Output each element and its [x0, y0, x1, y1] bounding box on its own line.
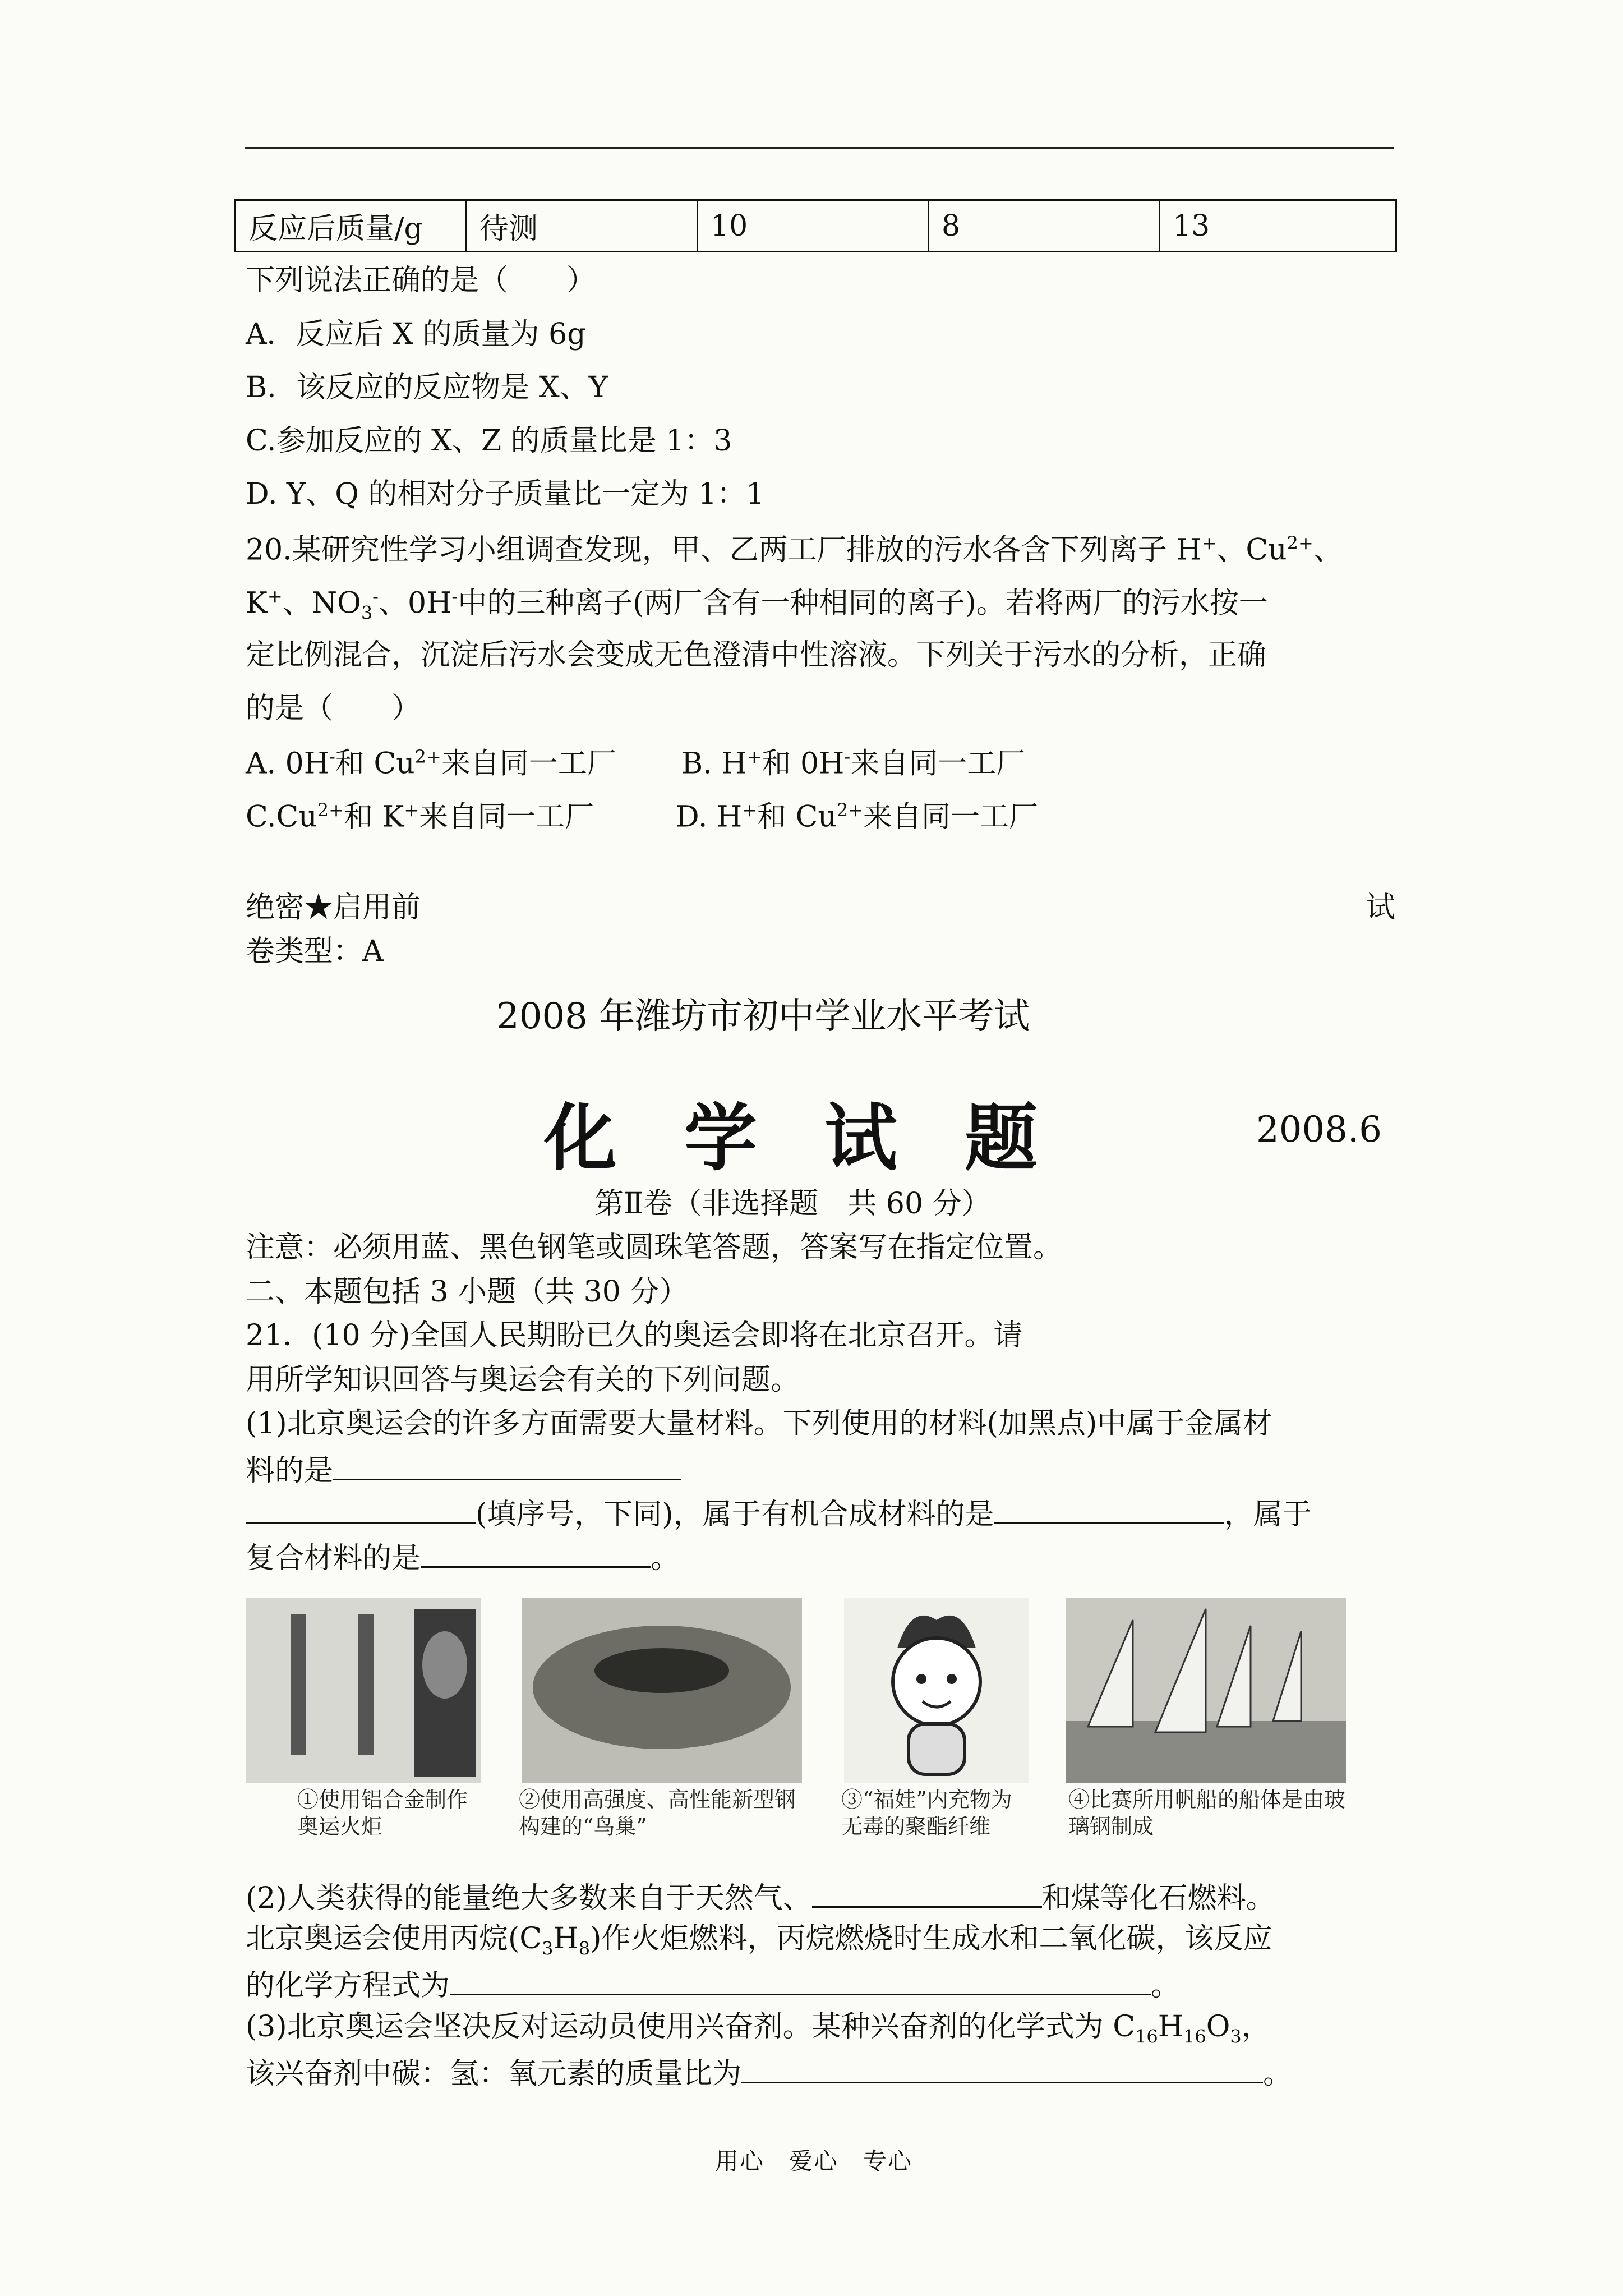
q21-line-1: 21．(10 分)全国人民期盼已久的奥运会即将在北京召开。请	[246, 1319, 1023, 1352]
q21-part2-line-3: 的化学方程式为 。	[246, 1969, 1181, 2003]
caption-4: ④比赛所用帆船的船体是由玻璃钢制成	[1068, 1787, 1346, 1839]
q21-line-2: 用所学知识回答与奥运会有关的下列问题。	[246, 1363, 800, 1397]
q21-part2-line-2: 北京奥运会使用丙烷$(C_3H_8)$作火炬燃料，丙烷燃烧时生成水和二氧化碳，该反应	[246, 1922, 1272, 1959]
table-cell: 13	[1160, 200, 1396, 252]
subject-title: 化学试题	[544, 1096, 1105, 1181]
q19-prompt: 下列说法正确的是（ ）	[246, 264, 596, 297]
note-text: 注意：必须用蓝、黑色钢笔或圆珠笔答题，答案写在指定位置。	[246, 1231, 1063, 1264]
q21-part2-line-1: (2)人类获得的能量绝大多数来自于天然气、 和煤等化石燃料。	[246, 1881, 1275, 1915]
result-table	[234, 199, 1397, 252]
answer-blank[interactable]	[246, 1497, 476, 1524]
section-title: 第Ⅱ卷（非选择题 共 60 分）	[594, 1187, 991, 1221]
q20-option-b: B. H+和 0H-来自同一工厂	[681, 746, 1026, 781]
q20-option-c: $C.Cu^{2+}$和 K+来自同一工厂	[246, 799, 594, 834]
q19-option-a: A．反应后 X 的质量为 6g	[246, 318, 586, 351]
shi-char: 试	[1366, 891, 1396, 924]
q20-line-3: 定比例混合，沉淀后污水会变成无色澄清中性溶液。下列关于污水的分析，正确	[246, 638, 1267, 672]
q20-option-d: D. H+和 $Cu^{2+}$来自同一工厂	[676, 799, 1039, 834]
q21-part1-line-2: 料的是	[246, 1453, 681, 1485]
paper-type: 卷类型：A	[246, 935, 384, 968]
q20-line-2: K+、$NO_3^-$、0H-中的三种离子(两厂含有一种相同的离子)。若将两厂的污水按一	[246, 586, 1268, 624]
sailboats-photo	[1066, 1598, 1346, 1783]
table-row-label: 反应后质量/g	[236, 200, 467, 252]
caption-2: ②使用高强度、高性能新型钢构建的“鸟巢”	[519, 1787, 796, 1839]
exam-title: 2008 年潍坊市初中学业水平考试	[496, 996, 1030, 1037]
torch-photo	[246, 1598, 481, 1783]
q21-part1-line-1: (1)北京奥运会的许多方面需要大量材料。下列使用的材料(加黑点)中属于金属材	[246, 1407, 1272, 1441]
q21-part1-line-3: (填序号，下同)，属于有机合成材料的是 ，属于	[246, 1497, 1312, 1529]
q19-option-c: C.参加反应的 X、Z 的质量比是 1：3	[246, 424, 732, 458]
q21-part3-line-2: 该兴奋剂中碳：氢：氧元素的质量比为 。	[246, 2057, 1293, 2091]
caption-3: ③“福娃”内充物为无毒的聚酯纤维	[841, 1787, 1012, 1839]
page-footer: 用心 爱心 专心	[715, 2147, 913, 2175]
secret-label: 绝密★启用前	[246, 891, 421, 924]
answer-blank[interactable]	[333, 1453, 681, 1480]
header-rule	[245, 147, 1394, 149]
answer-blank[interactable]	[812, 1880, 1042, 1908]
q21-part3-line-1: (3)北京奥运会坚决反对运动员使用兴奋剂。某种兴奋剂的化学式为 $C_{16}H_{16}O_3$，	[246, 2010, 1271, 2047]
birds-nest-photo	[522, 1598, 802, 1783]
q20-line-1: 20.某研究性学习小组调查发现，甲、乙两工厂排放的污水各含下列离子 H+、$Cu^{2+}$、	[246, 532, 1343, 567]
answer-blank[interactable]	[741, 2056, 1263, 2083]
caption-1: ①使用铝合金制作奥运火炬	[297, 1787, 468, 1839]
answer-blank[interactable]	[450, 1968, 1151, 1995]
q19-option-d: D. Y、Q 的相对分子质量比一定为 1：1	[246, 477, 765, 511]
q21-part1-line-4: 复合材料的是 。	[246, 1542, 680, 1575]
q20-line-4: 的是（ ）	[246, 692, 421, 725]
fuwa-photo	[844, 1598, 1029, 1783]
q20-option-a: A. 0H-和 $Cu^{2+}$来自同一工厂	[246, 746, 616, 781]
answer-blank[interactable]	[421, 1540, 651, 1568]
table-cell: 10	[698, 200, 929, 252]
table-cell: 8	[929, 200, 1160, 252]
table-row	[236, 200, 1396, 252]
q19-option-b: B．该反应的反应物是 X、Y	[246, 371, 608, 404]
answer-blank[interactable]	[994, 1497, 1224, 1524]
exam-date: 2008.6	[1256, 1109, 1382, 1151]
table-cell: 待测	[467, 200, 698, 252]
part-two-heading: 二、本题包括 3 小题（共 30 分）	[246, 1275, 689, 1309]
